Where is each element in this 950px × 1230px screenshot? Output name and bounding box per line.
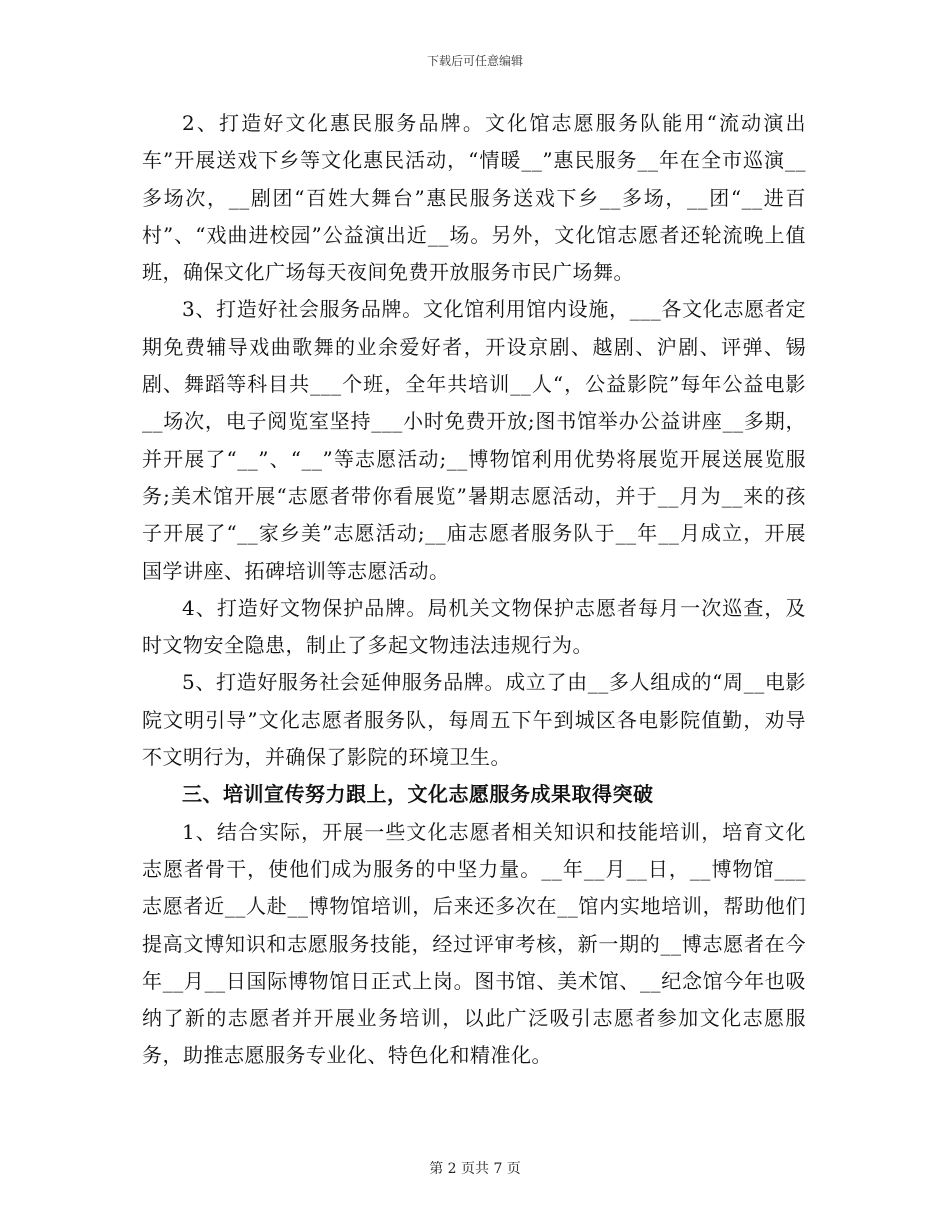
section-heading: 三、培训宣传努力跟上，文化志愿服务成果取得突破 — [182, 782, 654, 807]
paragraph-brand-social: 3、打造好社会服务品牌。文化馆利用馆内设施，___各文化志愿者定期免费辅导戏曲歌舞的业余爱好者，开设京剧、越剧、沪剧、评弹、锡剧、舞蹈等科目共___个班，全年共培训__人“，公益影院”每年公益电影__场次，电子阅览室坚持___小时免费开放;图书馆举办公益讲座__多期，并开展了“__”、“__”等志愿活动;__博物馆利用优势将展览开展送展览服务;美术馆开展“志愿者带你看展览”暑期志愿活动，并于__月为__来的孩子开展了“__家乡美”志愿活动;__庙志愿者服务队于__年__月成立，开展国学讲座、拓碑培训等志愿活动。 — [142, 297, 806, 583]
paragraph-brand-extension: 5、打造好服务社会延伸服务品牌。成立了由__多人组成的“周__电影院文明引导”文化志愿者服务队，每周五下午到城区各电影院值勤，劝导不文明行为，并确保了影院的环境卫生。 — [142, 670, 806, 770]
paragraph-brand-relics: 4、打造好文物保护品牌。局机关文物保护志愿者每月一次巡查，及时文物安全隐患，制止了多起文物违法违规行为。 — [142, 595, 806, 658]
page-header: 下载后可任意编辑 — [426, 54, 523, 68]
paragraph-brand-culture: 2、打造好文化惠民服务品牌。文化馆志愿服务队能用“流动演出车”开展送戏下乡等文化惠民活动，“情暖__”惠民服务__年在全市巡演__多场次，__剧团“百姓大舞台”惠民服务送戏下乡__多场，__团“__进百村”、“戏曲进校园”公益演出近__场。另外，文化馆志愿者还轮流晚上值班，确保文化广场每天夜间免费开放服务市民广场舞。 — [142, 111, 806, 285]
document-body — [142, 105, 806, 1075]
paragraph-training: 1、结合实际，开展一些文化志愿者相关知识和技能培训，培育文化志愿者骨干，使他们成为服务的中坚力量。__年__月__日，__博物馆___志愿者近__人赴__博物馆培训，后来还多次在__馆内实地培训，帮助他们提高文博知识和志愿服务技能，经过评审考核，新一期的__博志愿者在今年__月__日国际博物馆日正式上岗。图书馆、美术馆、__纪念馆今年也吸纳了新的志愿者并开展业务培训，以此广泛吸引志愿者参加文化志愿服务，助推志愿服务专业化、特色化和精准化。 — [142, 819, 806, 1068]
page-footer: 第 2 页共 7 页 — [429, 1161, 521, 1177]
